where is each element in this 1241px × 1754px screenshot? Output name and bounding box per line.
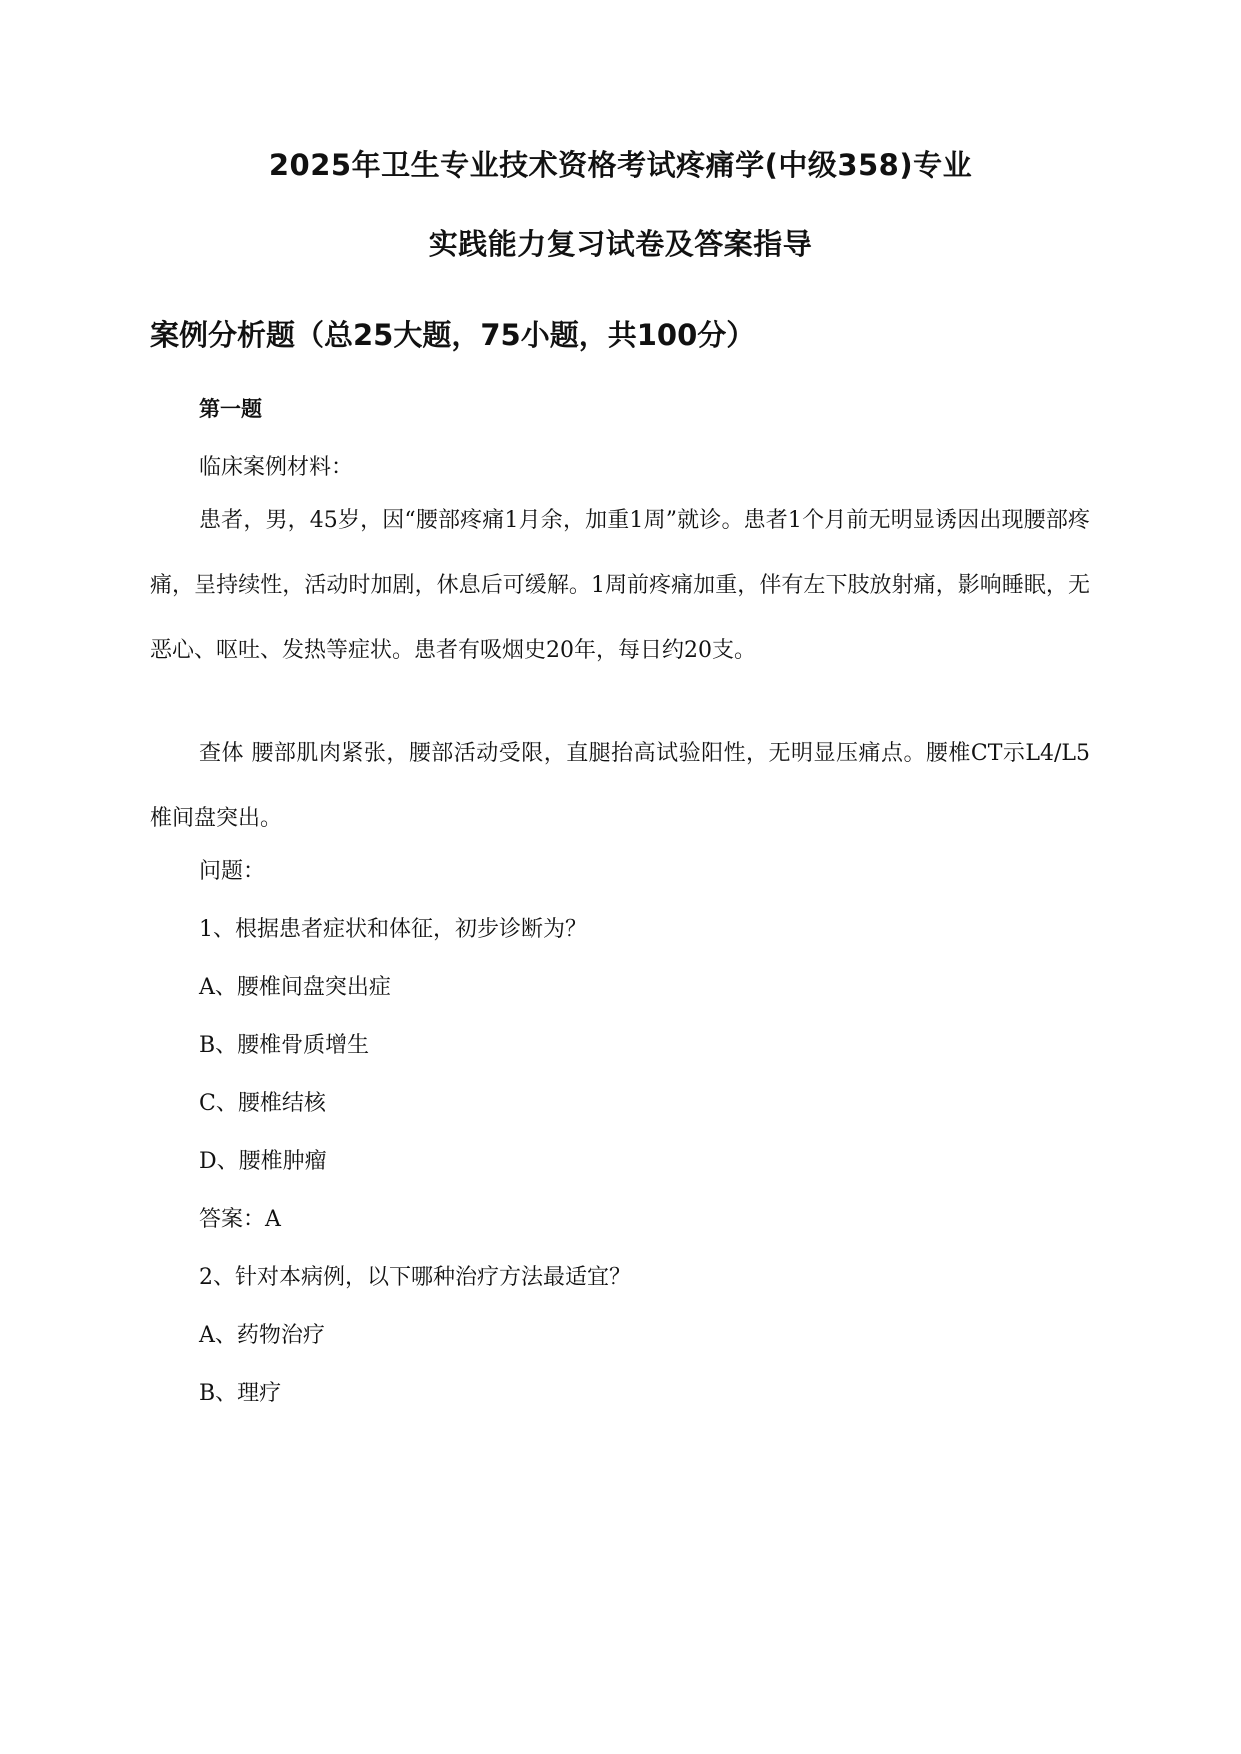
question-1-stem: 1、根据患者症状和体征，初步诊断为？ — [199, 917, 587, 942]
questions-label: 问题： — [199, 859, 266, 884]
question-2-option-b: B、理疗 — [199, 1381, 282, 1406]
question-2-option-a: A、药物治疗 — [199, 1323, 325, 1348]
case-label: 临床案例材料： — [199, 455, 354, 480]
document-title-line-1: 2025年卫生专业技术资格考试疼痛学(中级358)专业 — [268, 148, 973, 182]
case-paragraph-exam: 查体 腰部肌肉紧张，腰部活动受限，直腿抬高试验阳性，无明显压痛点。腰椎CT示L4/L5椎间盘突出。 — [150, 741, 1090, 831]
question-1-answer: 答案：A — [199, 1207, 281, 1232]
question-1-option-b: B、腰椎骨质增生 — [199, 1033, 370, 1058]
section-heading: 案例分析题（总25大题，75小题，共100分） — [150, 318, 756, 352]
case-paragraph-history: 患者，男，45岁，因“腰部疼痛1月余，加重1周”就诊。患者1个月前无明显诱因出现腰部疼痛，呈持续性，活动时加剧，休息后可缓解。1周前疼痛加重，伴有左下肢放射痛，影响睡眠，无恶心、呕吐、发热等症状。患者有吸烟史20年，每日约20支。 — [150, 508, 1090, 663]
question-2-stem: 2、针对本病例，以下哪种治疗方法最适宜？ — [199, 1265, 631, 1290]
question-group-title: 第一题 — [199, 397, 262, 421]
question-1-option-d: D、腰椎肿瘤 — [199, 1149, 327, 1174]
question-1-option-c: C、腰椎结核 — [199, 1091, 326, 1116]
question-1-option-a: A、腰椎间盘突出症 — [199, 975, 391, 1000]
document-title-line-2: 实践能力复习试卷及答案指导 — [428, 227, 813, 261]
